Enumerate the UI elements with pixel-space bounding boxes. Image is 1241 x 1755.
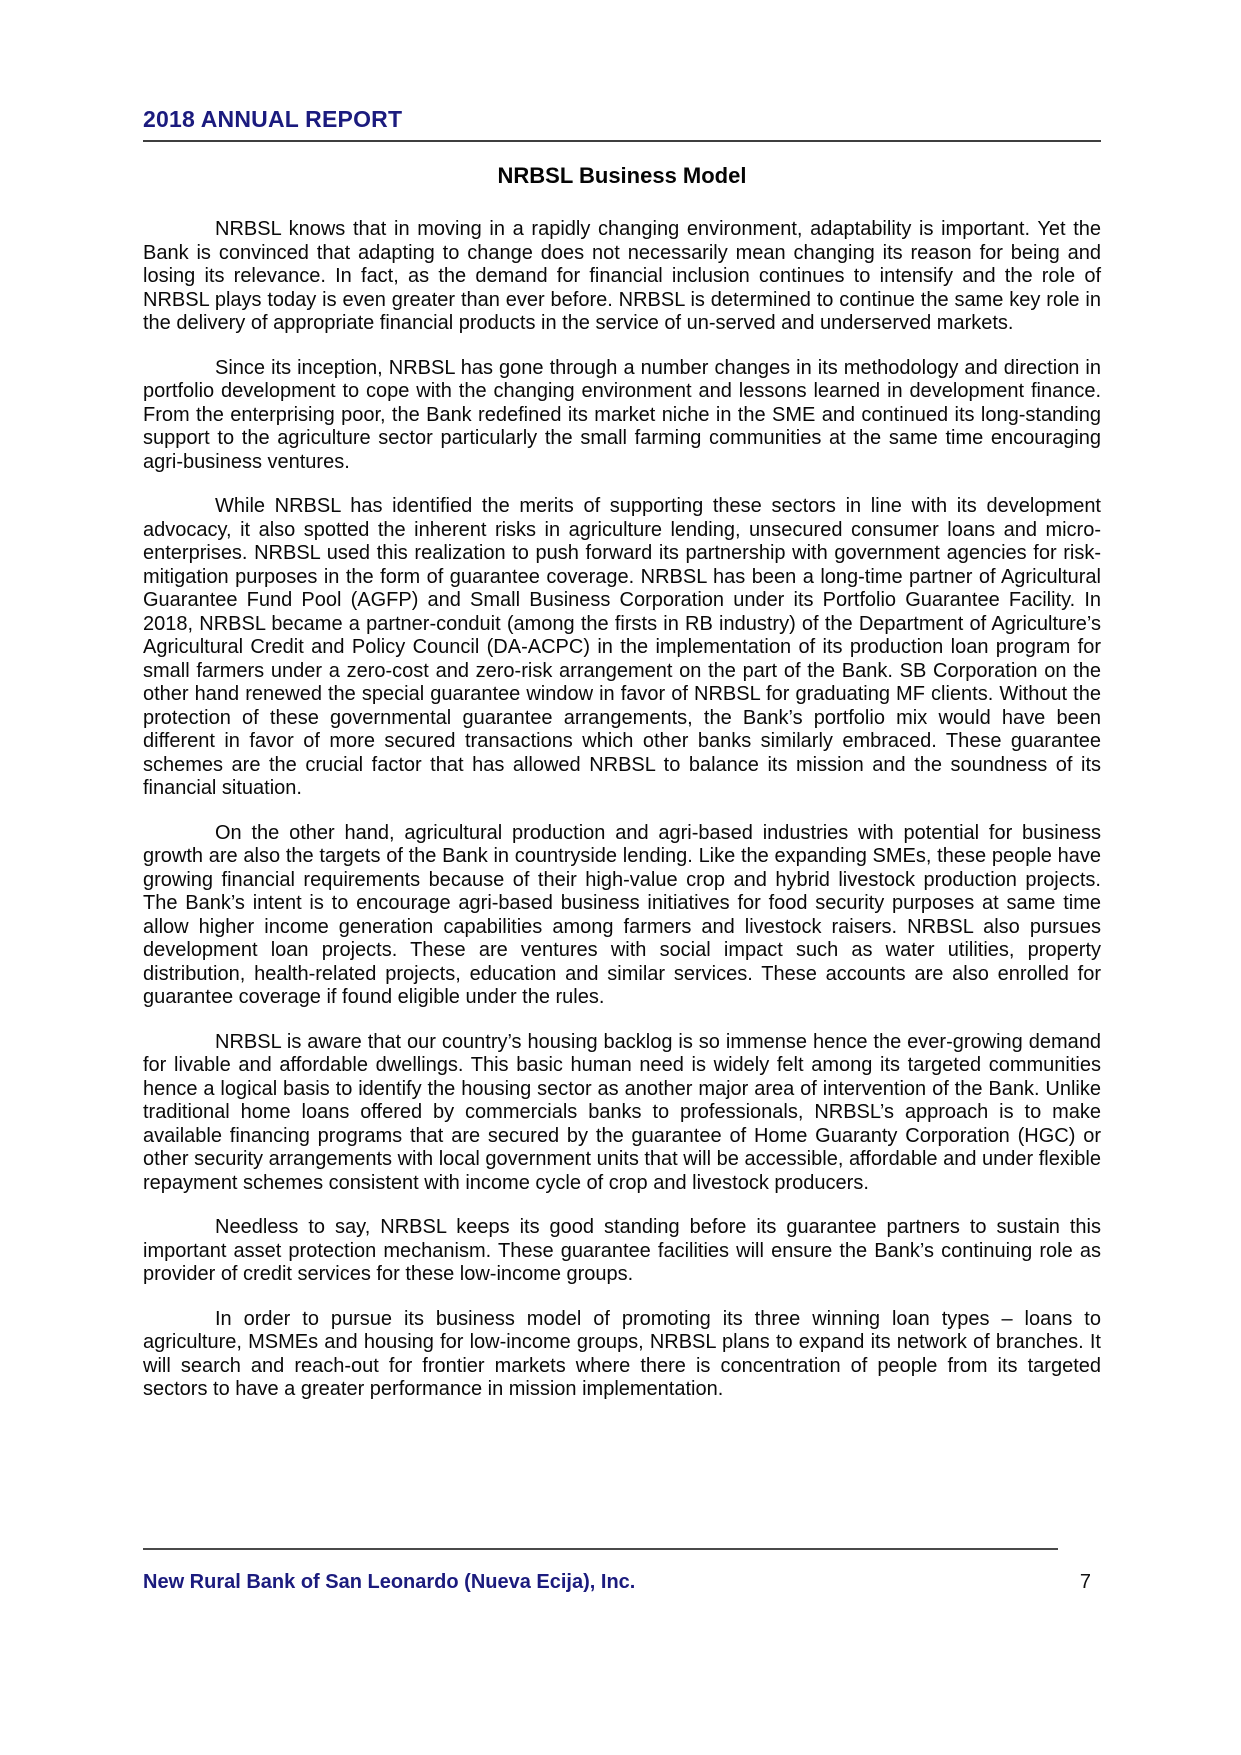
report-header-title: 2018 ANNUAL REPORT bbox=[143, 106, 403, 132]
page-title: NRBSL Business Model bbox=[497, 163, 747, 188]
paragraph: NRBSL is aware that our country’s housing backlog is so immense hence the ever-growing demand for livable and affordable dwellings. This basic human need is widely felt among its targeted communities hence a logical basis to identify the housing sector as another major area of intervention of the Bank. Unlike traditional home loans offered by commercials banks to professionals, NRBSL’s approach is to make available financing programs that are secured by the guarantee of Home Guaranty Corporation (HGC) or other security arrangements with local government units that will be accessible, affordable and under flexible repayment schemes consistent with income cycle of crop and livestock producers. bbox=[143, 1030, 1101, 1194]
report-page bbox=[143, 0, 1101, 1755]
page-footer bbox=[143, 1548, 1101, 1594]
footer-divider bbox=[143, 1548, 1058, 1550]
footer-bank-name: New Rural Bank of San Leonardo (Nueva Ecija), Inc. bbox=[143, 1571, 636, 1593]
page-header bbox=[143, 0, 1101, 142]
paragraph: While NRBSL has identified the merits of supporting these sectors in line with its development advocacy, it also spotted the inherent risks in agriculture lending, unsecured consumer loans and micro-enterprises. NRBSL used this realization to push forward its partnership with government agencies for risk-mitigation purposes in the form of guarantee coverage. NRBSL has been a long-time partner of Agricultural Guarantee Fund Pool (AGFP) and Small Business Corporation under its Portfolio Guarantee Facility. In 2018, NRBSL became a partner-conduit (among the firsts in RB industry) of the Department of Agriculture’s Agricultural Credit and Policy Council (DA-ACPC) in the implementation of its production loan program for small farmers under a zero-cost and zero-risk arrangement on the part of the Bank. SB Corporation on the other hand renewed the special guarantee window in favor of NRBSL for graduating MF clients. Without the protection of these governmental guarantee arrangements, the Bank’s portfolio mix would have been different in favor of more secured transactions which other banks similarly embraced. These guarantee schemes are the crucial factor that has allowed NRBSL to balance its mission and the soundness of its financial situation. bbox=[143, 495, 1101, 799]
paragraph: Since its inception, NRBSL has gone through a number changes in its methodology and direction in portfolio development to cope with the changing environment and lessons learned in development finance. From the enterprising poor, the Bank redefined its market niche in the SME and continued its long-standing support to the agriculture sector particularly the small farming communities at the same time encouraging agri-business ventures. bbox=[143, 356, 1101, 473]
footer-row bbox=[143, 1571, 1101, 1594]
header-divider bbox=[143, 140, 1101, 142]
paragraph: Needless to say, NRBSL keeps its good standing before its guarantee partners to sustain this important asset protection mechanism. These guarantee facilities will ensure the Bank’s continuing role as provider of credit services for these low-income groups. bbox=[143, 1216, 1101, 1285]
footer-page-number: 7 bbox=[1079, 1571, 1091, 1593]
paragraph: NRBSL knows that in moving in a rapidly changing environment, adaptability is important. Yet the Bank is convinced that adapting to change does not necessarily mean changing its reason for being and losing its relevance. In fact, as the demand for financial inclusion continues to intensify and the role of NRBSL plays today is even greater than ever before. NRBSL is determined to continue the same key role in the delivery of appropriate financial products in the service of un-served and underserved markets. bbox=[143, 218, 1101, 334]
paragraph: On the other hand, agricultural production and agri-based industries with potential for business growth are also the targets of the Bank in countryside lending. Like the expanding SMEs, these people have growing financial requirements because of their high-value crop and hybrid livestock production projects. The Bank’s intent is to encourage agri-based business initiatives for food security purposes at same time allow higher income generation capabilities among farmers and livestock raisers. NRBSL also pursues development loan projects. These are ventures with social impact such as water utilities, property distribution, health-related projects, education and similar services. These accounts are also enrolled for guarantee coverage if found eligible under the rules. bbox=[143, 821, 1101, 1008]
paragraph: In order to pursue its business model of promoting its three winning loan types – loans to agriculture, MSMEs and housing for low-income groups, NRBSL plans to expand its network of branches. It will search and reach-out for frontier markets where there is concentration of people from its targeted sectors to have a greater performance in mission implementation. bbox=[143, 1307, 1101, 1400]
document-body bbox=[143, 218, 1101, 1402]
